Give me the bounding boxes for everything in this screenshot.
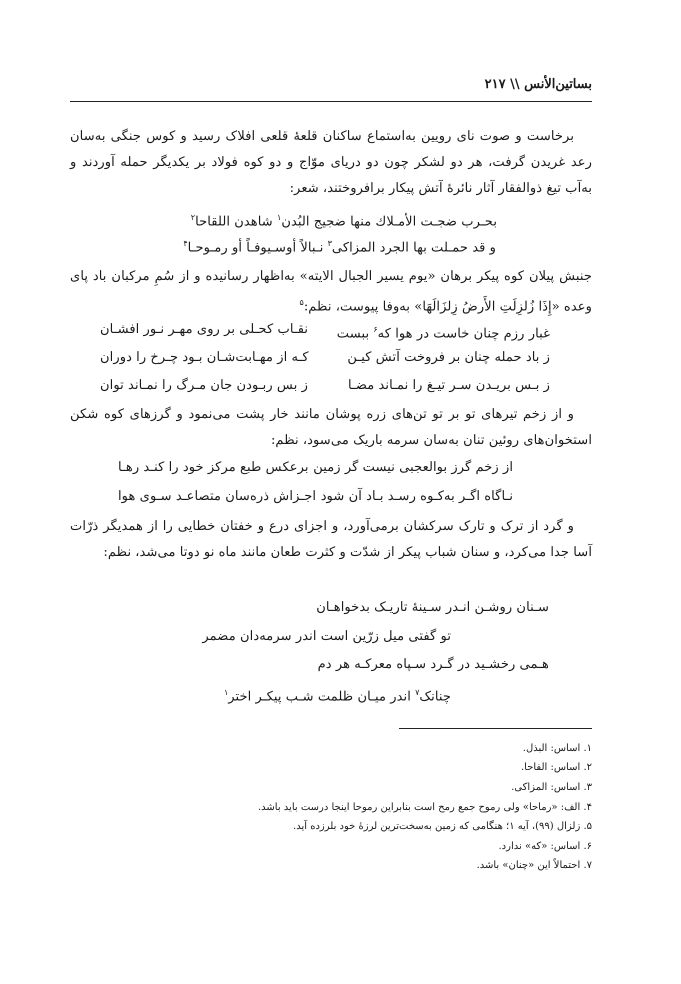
footnote-ref: ۷ [415, 688, 420, 697]
footnote-1: ۱. اساس: البذل. [522, 743, 592, 754]
footnote-ref: ۱ [277, 213, 282, 222]
footnote-3: ۳. اساس: المزاکی. [511, 782, 592, 793]
verse-2b-left: کـه از مهـابت‌شـان بـود چـرخ را دوران [100, 350, 309, 365]
verse-text: غبار رزم چنان خاست در هوا که [377, 326, 550, 342]
footnote-ref: ۲ [190, 213, 196, 222]
footnote-ref: ۵ [299, 297, 304, 307]
verse-text: بحـرب ضجـت الأمـلاك منها ضجیج البُدن [281, 214, 497, 230]
paragraph-2-text: جنبش پیلان کوه پیکر برهان «یوم یسیر الجبال الایته» به‌اظهار رسانیده و از سُمِ مرکبان باد پای وعده «إِذَا زُلزِلَتِ الأَرضُ زِلزَالَهَا» به‌وفا پیوست، نظم: [70, 269, 592, 315]
verse-1a [191, 208, 497, 232]
verse-text: و قد حمـلت بها الجرد المزاکی [331, 240, 496, 256]
paragraph-3: و از زخم تیرهای تو بر تو تن‌های زره پوشان مانند خار پشت می‌نمود و گرزهای کوه شکن استخوان‌های روئین تنان به‌سان سرمه باریک می‌سود، نظم: [70, 407, 592, 448]
footnote-rule [399, 728, 592, 729]
footnote-2: ۲. اساس: الفاحا. [520, 762, 592, 773]
verse-4d [224, 683, 451, 707]
verse-2c-left: ز بس ربـودن جان مـرگ را نمـاند توان [100, 378, 308, 393]
footnote-4: ۴. الف: «رماحا» ولی رموح جمع رمح است بنابراین رموحا اینجا درست باید باشد. [257, 802, 592, 813]
verse-4b: تو گفتی میل زرّین است اندر سرمه‌دان مضمر [202, 629, 451, 644]
verse-text: شاهدن اللقاحا [195, 214, 278, 230]
header-rule [70, 101, 592, 102]
footnote-6: ۶. اساس: «که» ندارد. [498, 841, 592, 852]
footnote-ref: ۱ [223, 688, 229, 697]
running-header: بساتین‌الأنس \\ ۲۱۷ [484, 77, 592, 92]
verse-2a-left: نقـاب کحـلی بر روی مهـر نـور افشـان [100, 322, 309, 337]
verse-3a-left: برعکس طبع مرکز خود را کنـد رهـا [118, 460, 309, 475]
verse-1b [183, 234, 496, 258]
verse-text: نـبالاً أوسـیوفـاً أو رمـوحـا [187, 240, 328, 256]
footnote-5: ۵. زلزال (۹۹)، آیه ۱؛ هنگامی که زمین به‌سخت‌ترین لرزهٔ خود بلرزده آید. [293, 821, 592, 832]
verse-4c: هـمی رخشـید در گـرد سـپاه معرکـه هر دم [317, 657, 549, 672]
verse-3b-left: اجـزاش ذره‌سان متصاعـد سـوی هوا [118, 489, 317, 504]
footnote-ref: ۳ [327, 239, 332, 248]
paragraph-4: و گرد از ترک و تارک سرکشان برمی‌آورد، و اجزای درع و خفتان خطایی را از همدیگر ذرّات آسا جدا می‌کرد، و سنان شباب پیکر از شدّت و کثرت طعان مانند ماه نو دوتا می‌شد، نظم: [70, 519, 592, 560]
verse-3b-right: نـاگاه اگـر به‌کـوه رسـد بـاد آن شود [320, 489, 513, 504]
footnote-7: ۷. احتمالاً این «چنان» باشد. [476, 860, 592, 871]
verse-text: چنانک [419, 689, 451, 705]
paragraph-2 [70, 264, 592, 320]
verse-3a-right: از زخم گرز بوالعجبی نیست گر زمین [313, 460, 513, 475]
paragraph-1: برخاست و صوت نای رویین به‌استماع ساکنان قلعهٔ قلعی افلاک رسید و کوس جنگی به‌سان رعد غریدن گرفت، هر دو لشکر چون دو دریای موّاج و دو کوه فولاد بر یکدیگر حمله آوردند و به‌آب تیغ ذوالفقار آثار نائرهٔ آتش پیکار برافروختند، شعر: [70, 129, 592, 196]
verse-2a-right [337, 320, 550, 344]
verse-2c-right: ز بـس بریـدن سـر تیـغ را نمـاند مضـا [347, 378, 550, 393]
verse-text: ببست [336, 326, 374, 342]
footnote-ref: ۶ [373, 325, 378, 334]
verse-text: اندر میـان ظلمت شـب پیکـر اختر [228, 689, 416, 705]
verse-4a: سـنان روشـن انـدر سـینهٔ تاریـک بدخواهـان [316, 600, 549, 615]
footnote-ref: ۴ [183, 239, 188, 248]
verse-2b-right: ز باد حمله چنان بر فروخت آتش کیـن [347, 350, 550, 365]
